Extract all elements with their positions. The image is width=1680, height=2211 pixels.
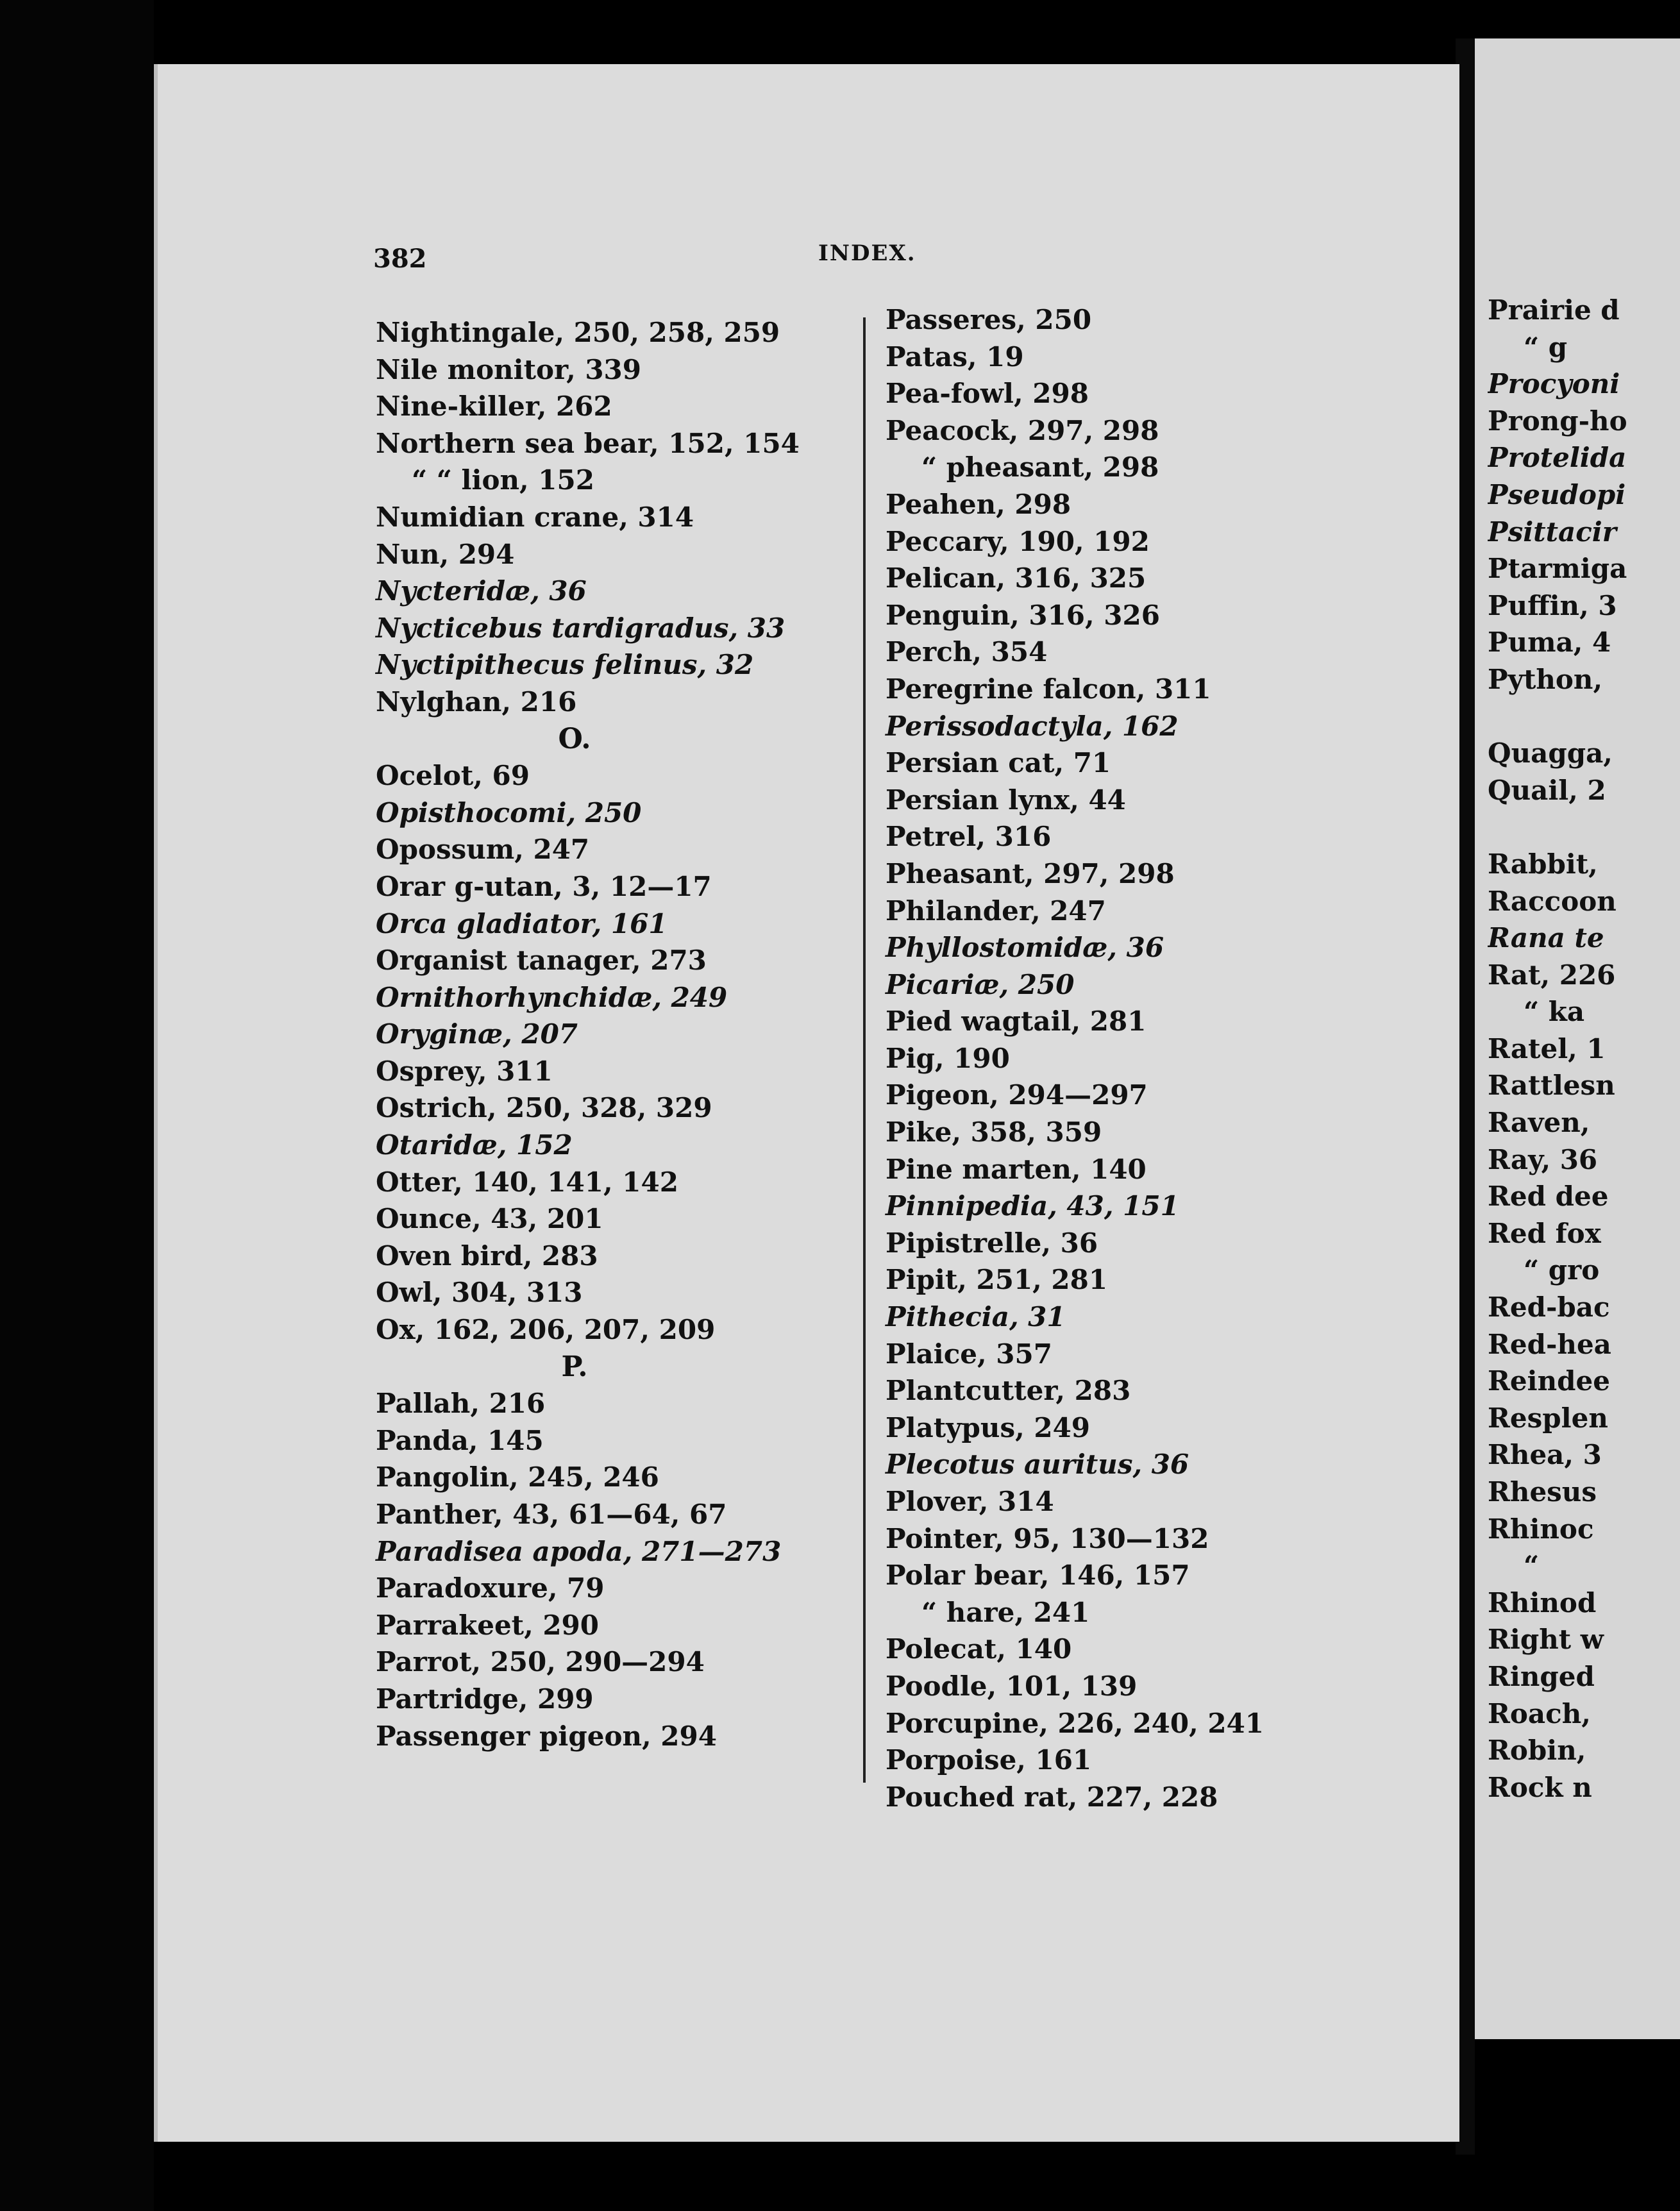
index-entry: Perch, 354 (886, 636, 1048, 668)
index-entry: Osprey, 311 (376, 1055, 553, 1087)
index-entry: Pig, 190 (886, 1042, 1010, 1074)
index-entry: Rhinod (1488, 1586, 1597, 1618)
index-entry: Pallah, 216 (376, 1388, 546, 1420)
index-entry: Roach, (1488, 1697, 1591, 1729)
page-header: INDEX. (818, 240, 916, 266)
index-entry: Rhea, 3 (1488, 1439, 1602, 1471)
index-entry: Peahen, 298 (886, 488, 1071, 520)
index-entry: Pseudopi (1488, 478, 1626, 510)
index-entry: Peacock, 297, 298 (886, 414, 1159, 446)
index-entry: Northern sea bear, 152, 154 (376, 427, 800, 459)
index-entry: Patas, 19 (886, 340, 1024, 373)
index-entry: Red fox (1488, 1217, 1601, 1249)
index-entry: Robin, (1488, 1735, 1586, 1767)
index-entry: Nile monitor, 339 (376, 353, 641, 385)
blank-line (1488, 698, 1680, 736)
index-entry: Pipit, 251, 281 (886, 1264, 1108, 1296)
index-subentry: “ pheasant, 298 (921, 451, 1159, 483)
index-column-3 (1488, 292, 1680, 1806)
index-entry: Quagga, (1488, 737, 1613, 769)
index-entry: Pine marten, 140 (886, 1153, 1147, 1185)
index-entry: Rattlesn (1488, 1070, 1615, 1102)
page-number: 382 (373, 244, 427, 274)
index-entry: Psittacir (1488, 516, 1617, 548)
index-entry: Pea-fowl, 298 (886, 378, 1089, 410)
index-entry: Ray, 36 (1488, 1143, 1598, 1175)
index-entry: Paradisea apoda, 271—273 (376, 1535, 782, 1567)
index-entry: Nycticebus tardigradus, 33 (376, 612, 785, 644)
index-entry: Paradoxure, 79 (376, 1572, 605, 1604)
index-entry: Puma, 4 (1488, 626, 1611, 659)
index-subentry: “ gro (1524, 1254, 1600, 1286)
index-entry: Opisthocomi, 250 (376, 796, 642, 828)
index-entry: Oryginæ, 207 (376, 1018, 578, 1050)
index-entry: Orca gladiator, 161 (376, 907, 668, 939)
index-entry: Parrot, 250, 290—294 (376, 1646, 705, 1678)
index-entry: Plecotus auritus, 36 (886, 1449, 1189, 1481)
index-entry: Pigeon, 294—297 (886, 1079, 1148, 1111)
index-entry: Raven, (1488, 1107, 1590, 1139)
index-entry: Philander, 247 (886, 895, 1106, 927)
index-entry: Ringed (1488, 1660, 1595, 1692)
section-letter: O. (558, 722, 591, 755)
index-entry: Panther, 43, 61—64, 67 (376, 1499, 727, 1530)
index-entry: Nightingale, 250, 258, 259 (376, 317, 780, 348)
scan-border-left (0, 0, 154, 2211)
index-entry: Protelida (1488, 442, 1627, 474)
index-entry: Porpoise, 161 (886, 1744, 1092, 1776)
index-entry: Nun, 294 (376, 538, 515, 570)
index-entry: Prong-ho (1488, 405, 1627, 437)
index-entry: Petrel, 316 (886, 821, 1052, 853)
index-entry: Polar bear, 146, 157 (886, 1559, 1190, 1592)
index-entry: Peccary, 190, 192 (886, 525, 1150, 557)
index-entry: Pipistrelle, 36 (886, 1227, 1098, 1259)
index-entry: Pouched rat, 227, 228 (886, 1781, 1218, 1813)
index-entry: Passenger pigeon, 294 (376, 1720, 717, 1752)
index-entry: Red dee (1488, 1181, 1609, 1213)
index-column-1 (376, 314, 889, 1754)
index-entry: Pointer, 95, 130—132 (886, 1522, 1209, 1554)
index-entry: Pangolin, 245, 246 (376, 1461, 659, 1493)
index-entry: Parrakeet, 290 (376, 1609, 599, 1641)
index-entry: Nyctipithecus felinus, 32 (376, 649, 754, 681)
index-entry: Partridge, 299 (376, 1683, 594, 1715)
index-entry: Poodle, 101, 139 (886, 1670, 1138, 1702)
index-entry: Opossum, 247 (376, 834, 590, 866)
index-entry: Persian cat, 71 (886, 747, 1111, 779)
index-entry: Plaice, 357 (886, 1338, 1052, 1370)
index-subentry: “ (1524, 1550, 1540, 1582)
index-entry: Picariæ, 250 (886, 968, 1075, 1000)
index-entry: Python, (1488, 663, 1603, 695)
index-entry: Penguin, 316, 326 (886, 599, 1160, 631)
index-page (154, 64, 1459, 2142)
index-entry: Oven bird, 283 (376, 1240, 598, 1272)
index-entry: Ornithorhynchidæ, 249 (376, 981, 728, 1013)
index-entry: Pelican, 316, 325 (886, 562, 1147, 594)
index-subentry: “ ka (1524, 996, 1585, 1028)
index-entry: Puffin, 3 (1488, 589, 1617, 621)
index-entry: Pinnipedia, 43, 151 (886, 1190, 1179, 1222)
blank-line (1488, 809, 1680, 846)
index-entry: Persian lynx, 44 (886, 784, 1126, 816)
index-subentry: “ g (1524, 331, 1568, 363)
index-entry: Rock n (1488, 1771, 1592, 1803)
index-entry: Passeres, 250 (886, 304, 1092, 335)
index-entry: Ocelot, 69 (376, 760, 530, 792)
index-entry: Nine-killer, 262 (376, 391, 612, 423)
index-entry: Perissodactyla, 162 (886, 710, 1179, 742)
index-entry: Pithecia, 31 (886, 1301, 1066, 1333)
index-entry: Rana te (1488, 922, 1604, 954)
index-entry: Polecat, 140 (886, 1633, 1072, 1665)
index-entry: Platypus, 249 (886, 1411, 1091, 1443)
index-entry: Rabbit, (1488, 848, 1598, 880)
index-entry: Ox, 162, 206, 207, 209 (376, 1314, 716, 1346)
index-entry: Pheasant, 297, 298 (886, 857, 1175, 889)
index-entry: Ptarmiga (1488, 553, 1627, 585)
index-entry: Peregrine falcon, 311 (886, 673, 1211, 705)
index-entry: Ounce, 43, 201 (376, 1203, 603, 1235)
index-entry: Ostrich, 250, 328, 329 (376, 1092, 712, 1124)
index-entry: Organist tanager, 273 (376, 945, 707, 977)
index-column-2 (886, 301, 1399, 1815)
index-entry: Resplen (1488, 1402, 1608, 1434)
index-entry: Panda, 145 (376, 1424, 544, 1456)
index-entry: Otter, 140, 141, 142 (376, 1166, 678, 1198)
index-entry: Otaridæ, 152 (376, 1129, 573, 1161)
section-letter: P. (561, 1350, 588, 1383)
index-entry: Nylghan, 216 (376, 685, 577, 718)
index-entry: Quail, 2 (1488, 774, 1606, 806)
index-subentry: “ “ lion, 152 (412, 464, 594, 496)
index-entry: Red-hea (1488, 1328, 1611, 1360)
index-entry: Procyoni (1488, 368, 1620, 400)
index-entry: Nycteridæ, 36 (376, 575, 587, 607)
index-entry: Prairie d (1488, 294, 1620, 326)
index-entry: Pied wagtail, 281 (886, 1005, 1147, 1038)
index-entry: Plover, 314 (886, 1486, 1054, 1517)
index-entry: Raccoon (1488, 885, 1617, 917)
index-entry: Orar g-utan, 3, 12—17 (376, 870, 712, 902)
index-entry: Rhesus (1488, 1476, 1597, 1508)
index-entry: Pike, 358, 359 (886, 1116, 1102, 1148)
index-entry: Right w (1488, 1624, 1604, 1656)
index-entry: Porcupine, 226, 240, 241 (886, 1707, 1264, 1739)
index-entry: Reindee (1488, 1365, 1610, 1397)
index-subentry: “ hare, 241 (921, 1596, 1090, 1628)
index-entry: Owl, 304, 313 (376, 1277, 583, 1309)
index-entry: Rat, 226 (1488, 959, 1616, 991)
index-entry: Ratel, 1 (1488, 1032, 1606, 1064)
index-entry: Numidian crane, 314 (376, 501, 694, 533)
facing-page (1475, 38, 1680, 2039)
index-entry: Phyllostomidæ, 36 (886, 932, 1164, 964)
index-entry: Rhinoc (1488, 1513, 1594, 1545)
index-entry: Plantcutter, 283 (886, 1375, 1131, 1407)
index-entry: Red-bac (1488, 1291, 1610, 1324)
